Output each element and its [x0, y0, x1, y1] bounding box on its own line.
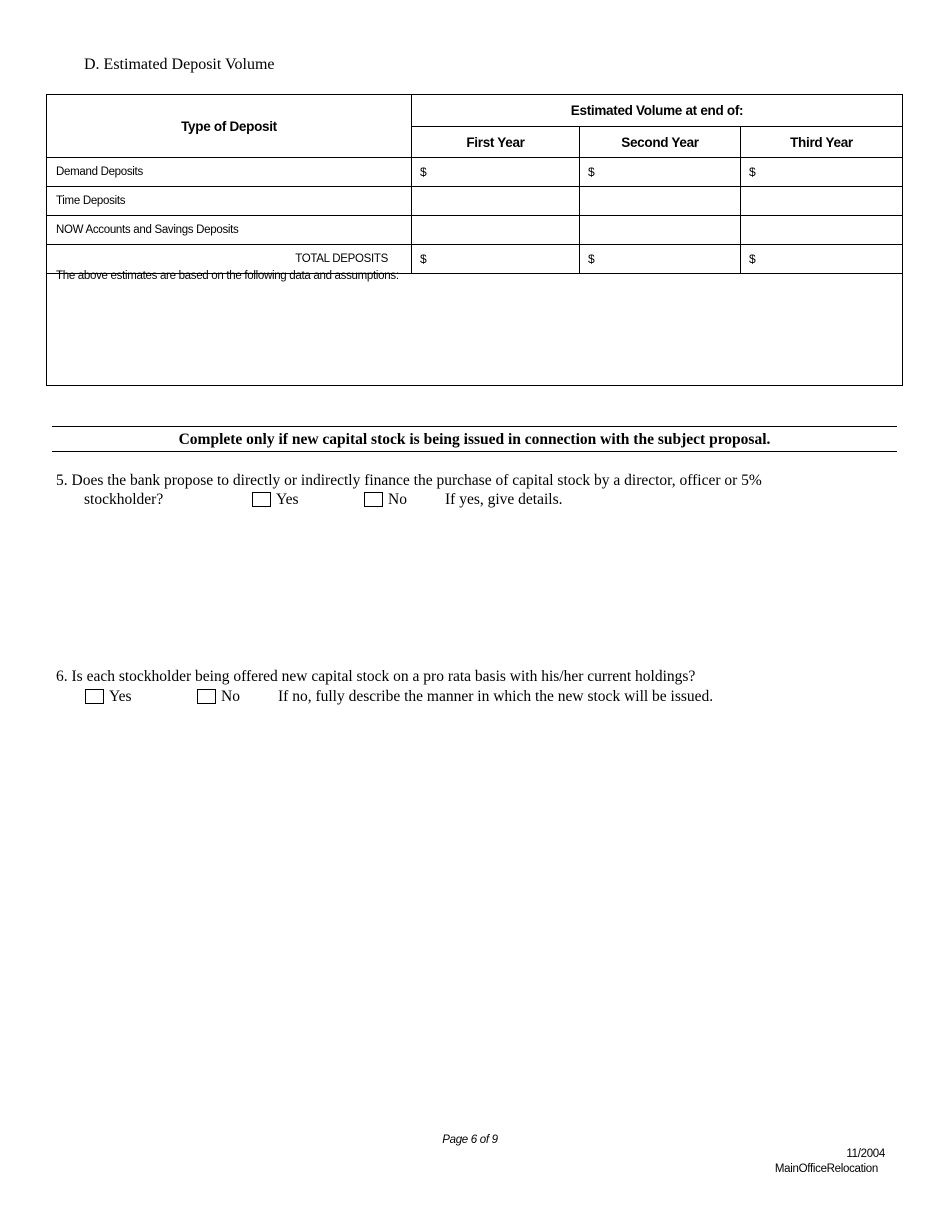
q5-no-checkbox[interactable]: [364, 492, 383, 507]
row-label-demand-deposits: Demand Deposits: [47, 158, 412, 187]
cell-demand-third-year[interactable]: $: [741, 158, 903, 187]
q6-no-checkbox[interactable]: [197, 689, 216, 704]
q6-no-option[interactable]: [197, 688, 240, 706]
form-name: MainOfficeRelocation: [774, 1163, 878, 1175]
cell-now-third-year[interactable]: [741, 216, 903, 245]
header-third-year: Third Year: [741, 127, 903, 158]
header-type-of-deposit: Type of Deposit: [47, 95, 412, 158]
q5-yes-option[interactable]: [252, 491, 299, 509]
cell-demand-second-year[interactable]: $: [580, 158, 741, 187]
table-row: [47, 216, 903, 245]
table-row: [47, 187, 903, 216]
cell-now-second-year[interactable]: [580, 216, 741, 245]
capital-stock-banner: Complete only if new capital stock is being issued in connection with the subject proposal.: [178, 431, 771, 448]
q6-text: 6. Is each stockholder being offered new capital stock on a pro rata basis with his/her current holdings?: [56, 668, 696, 685]
banner-bottom-rule: [52, 451, 897, 452]
cell-total-first-year[interactable]: $: [412, 245, 580, 274]
row-label-total-deposits: TOTAL DEPOSITS: [47, 245, 412, 274]
cell-time-second-year[interactable]: [580, 187, 741, 216]
header-second-year: Second Year: [580, 127, 741, 158]
q5-no-option[interactable]: [364, 491, 407, 509]
q6-yes-option[interactable]: [85, 688, 132, 706]
cell-now-first-year[interactable]: [412, 216, 580, 245]
header-first-year: First Year: [412, 127, 580, 158]
q6-yes-checkbox[interactable]: [85, 689, 104, 704]
q5-text: 5. Does the bank propose to directly or indirectly finance the purchase of capital stock by a director, officer or 5%: [56, 472, 762, 489]
cell-time-first-year[interactable]: [412, 187, 580, 216]
deposit-volume-table: [46, 94, 903, 386]
assumptions-field[interactable]: [47, 270, 903, 386]
cell-time-third-year[interactable]: [741, 187, 903, 216]
q5-text-continued: stockholder?: [84, 491, 164, 508]
row-label-time-deposits: Time Deposits: [47, 187, 412, 216]
row-label-now-savings: NOW Accounts and Savings Deposits: [47, 216, 412, 245]
q6-no-label: No: [221, 688, 240, 705]
assumptions-label: The above estimates are based on the following data and assumptions:: [56, 270, 399, 282]
cell-total-third-year[interactable]: $: [741, 245, 903, 274]
q6-yes-label: Yes: [109, 688, 132, 705]
banner-top-rule: [52, 426, 897, 427]
q5-instruction: If yes, give details.: [445, 491, 563, 508]
table-row: [47, 158, 903, 187]
q5-no-label: No: [388, 491, 407, 508]
form-date: 11/2004: [846, 1148, 885, 1160]
page-number: Page 6 of 9: [442, 1134, 498, 1146]
q5-yes-label: Yes: [276, 491, 299, 508]
header-estimated-volume: Estimated Volume at end of:: [412, 95, 903, 127]
cell-demand-first-year[interactable]: $: [412, 158, 580, 187]
q5-yes-checkbox[interactable]: [252, 492, 271, 507]
section-title: D. Estimated Deposit Volume: [84, 56, 275, 73]
q6-instruction: If no, fully describe the manner in which the new stock will be issued.: [278, 688, 714, 705]
cell-total-second-year[interactable]: $: [580, 245, 741, 274]
